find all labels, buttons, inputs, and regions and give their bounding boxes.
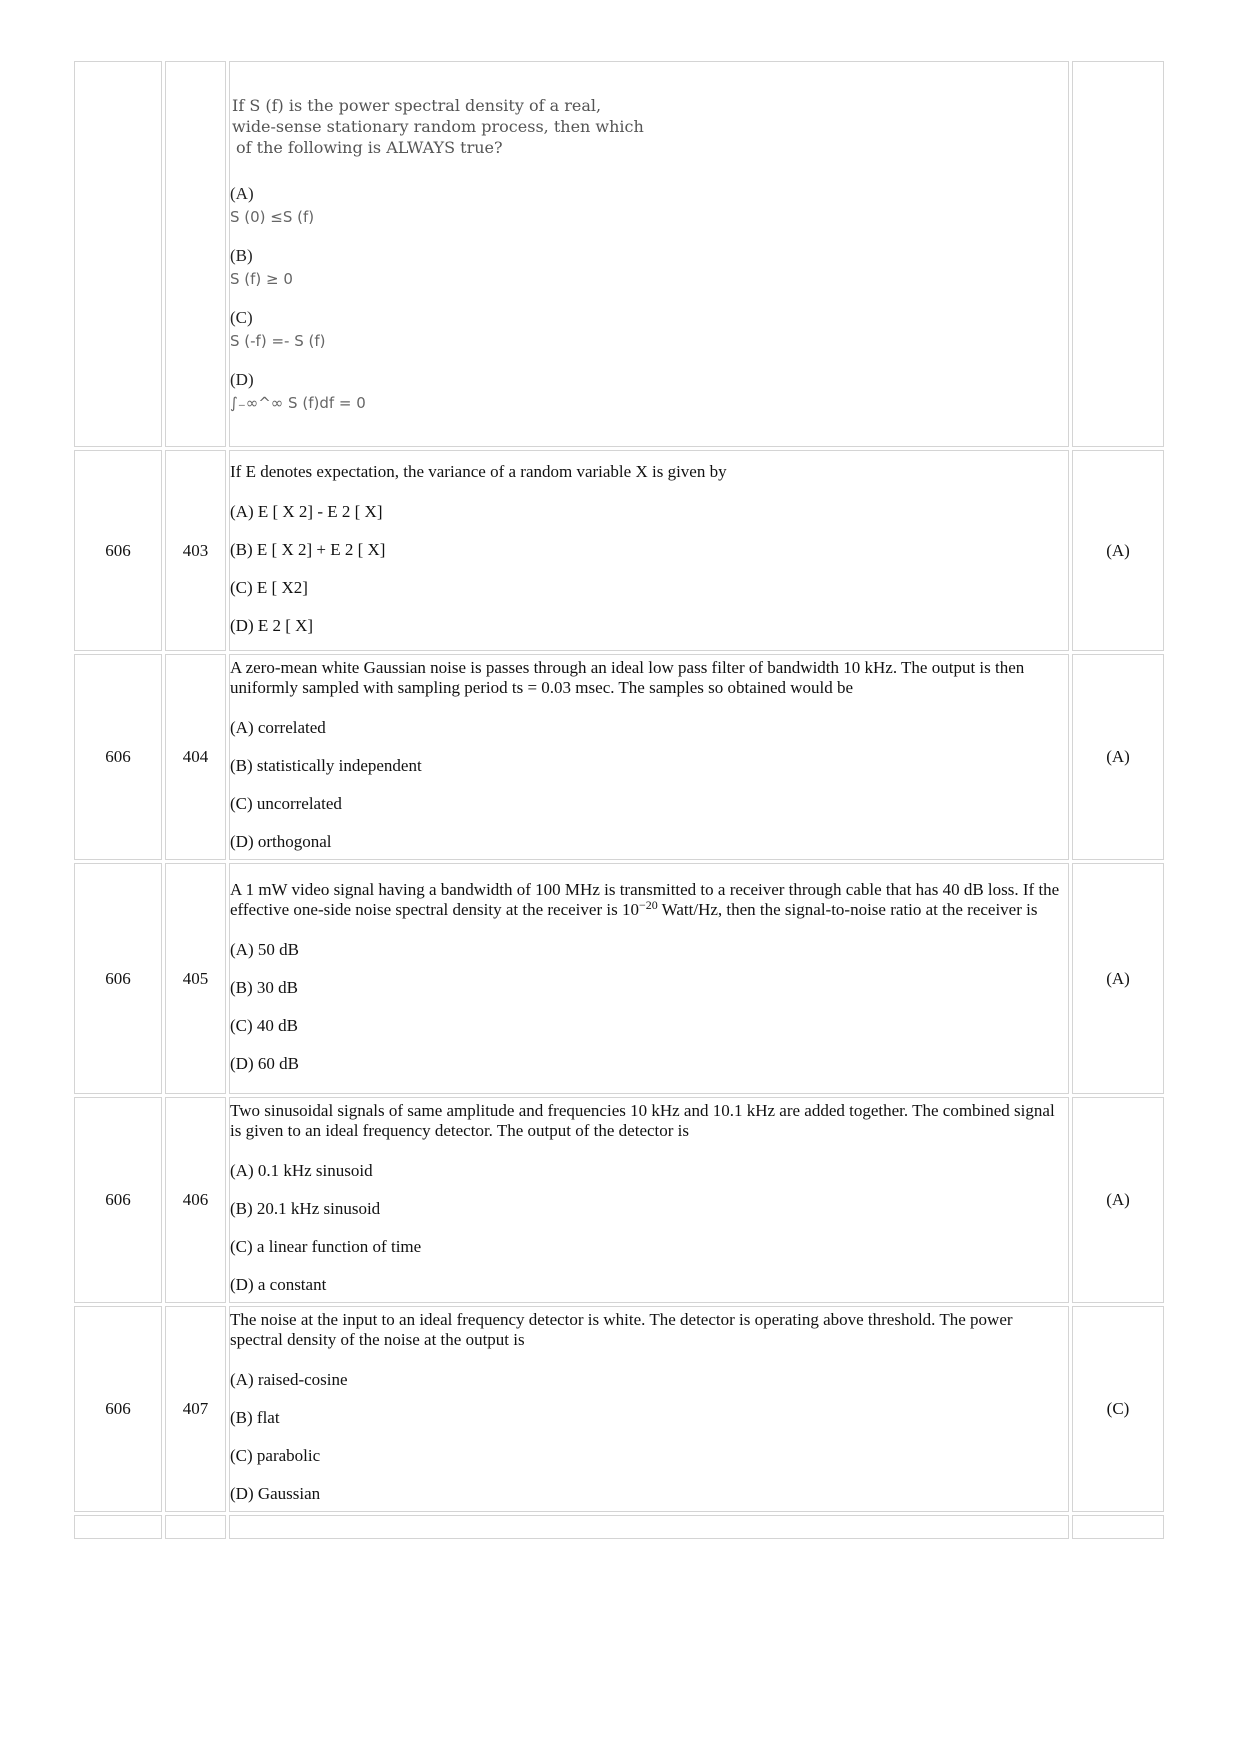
option-formula: S (f) ≥ 0 (230, 269, 293, 288)
question-text-cell (229, 61, 1069, 447)
option-label: (D) (230, 369, 254, 389)
question-stem: A zero-mean white Gaussian noise is passes through an ideal low pass filter of bandwidth 10 kHz. The output is then uniformly sampled with sampling period ts = 0.03 msec. The samples so obtained would be (230, 658, 1025, 697)
option: (A) raised-cosine (230, 1370, 348, 1389)
stem-line: of the following is ALWAYS true? (236, 137, 503, 157)
option-label: (A) (230, 183, 254, 203)
stem-text: Watt/Hz, then the signal-to-noise ratio at the receiver is (657, 899, 1038, 919)
stem-line: wide-sense stationary random process, then which (232, 116, 644, 136)
option: (A) 50 dB (230, 939, 299, 959)
question-stem (230, 880, 1068, 920)
subject-cell (74, 61, 162, 447)
option: (C) parabolic (230, 1446, 321, 1465)
question-number-cell: 405 (165, 863, 226, 1094)
subject-cell: 606 (74, 863, 162, 1094)
question-text-cell (229, 863, 1069, 1094)
option: (B) 30 dB (230, 977, 298, 997)
option: (B) flat (230, 1408, 280, 1427)
subject-cell: 606 (74, 654, 162, 860)
subject-cell: 606 (74, 1097, 162, 1303)
table-row (74, 654, 1164, 860)
question-number-cell: 404 (165, 654, 226, 860)
question-number-cell (165, 1515, 226, 1539)
option: (D) E 2 [ X] (230, 615, 314, 635)
option: (B) E [ X 2] + E 2 [ X] (230, 539, 386, 559)
answer-cell (1072, 61, 1164, 447)
question-stem: The noise at the input to an ideal frequency detector is white. The detector is operating above threshold. The power spectral density of the noise at the output is (230, 1310, 1013, 1349)
question-text-cell (229, 1097, 1069, 1303)
question-number-cell: 407 (165, 1306, 226, 1512)
option: (D) Gaussian (230, 1484, 321, 1503)
question-number-cell: 406 (165, 1097, 226, 1303)
question-table-page (74, 58, 1170, 1542)
table-row (74, 1515, 1164, 1539)
stem-line: If S (f) is the power spectral density of a real, (232, 95, 602, 115)
question-text-cell (229, 1306, 1069, 1512)
option: (A) correlated (230, 718, 326, 737)
stem-text: A 1 mW video signal having a bandwidth of 100 MHz is transmitted to a receiver through cable that has 40 dB loss. If the effective one-side noise spectral density at the receiver is 10 (230, 879, 1060, 919)
option: (B) 20.1 kHz sinusoid (230, 1199, 381, 1218)
answer-cell: (A) (1072, 450, 1164, 651)
question-stem (232, 95, 1068, 158)
option-formula: S (0) ≤S (f) (230, 207, 315, 226)
answer-cell: (A) (1072, 654, 1164, 860)
option: (C) E [ X2] (230, 577, 308, 597)
question-text-cell (229, 654, 1069, 860)
question-stem: Two sinusoidal signals of same amplitude and frequencies 10 kHz and 10.1 kHz are added together. The combined signal is given to an ideal frequency detector. The output of the detector is (230, 1101, 1055, 1140)
question-text-cell (229, 1515, 1069, 1539)
option: (D) a constant (230, 1275, 327, 1294)
table-row (74, 1097, 1164, 1303)
option: (D) 60 dB (230, 1053, 299, 1073)
table-row (74, 61, 1164, 447)
option: (A) 0.1 kHz sinusoid (230, 1161, 373, 1180)
option: (C) uncorrelated (230, 794, 342, 813)
question-stem: If E denotes expectation, the variance of a random variable X is given by (230, 461, 727, 481)
question-table (71, 58, 1167, 1542)
option: (C) 40 dB (230, 1015, 298, 1035)
question-number-cell: 403 (165, 450, 226, 651)
option: (C) a linear function of time (230, 1237, 422, 1256)
option: (B) statistically independent (230, 756, 422, 775)
subject-cell: 606 (74, 450, 162, 651)
table-row (74, 1306, 1164, 1512)
question-number-cell (165, 61, 226, 447)
table-row (74, 450, 1164, 651)
answer-cell: (C) (1072, 1306, 1164, 1512)
table-row (74, 863, 1164, 1094)
answer-cell: (A) (1072, 863, 1164, 1094)
option: (D) orthogonal (230, 832, 332, 851)
option-label: (B) (230, 245, 253, 265)
answer-cell (1072, 1515, 1164, 1539)
subject-cell (74, 1515, 162, 1539)
option-label: (C) (230, 307, 253, 327)
question-text-cell (229, 450, 1069, 651)
option-formula: S (-f) =- S (f) (230, 331, 326, 350)
stem-exponent: −20 (638, 897, 658, 912)
answer-cell: (A) (1072, 1097, 1164, 1303)
option: (A) E [ X 2] - E 2 [ X] (230, 501, 383, 521)
option-formula: ∫₋∞^∞ S (f)df = 0 (230, 393, 366, 412)
subject-cell: 606 (74, 1306, 162, 1512)
